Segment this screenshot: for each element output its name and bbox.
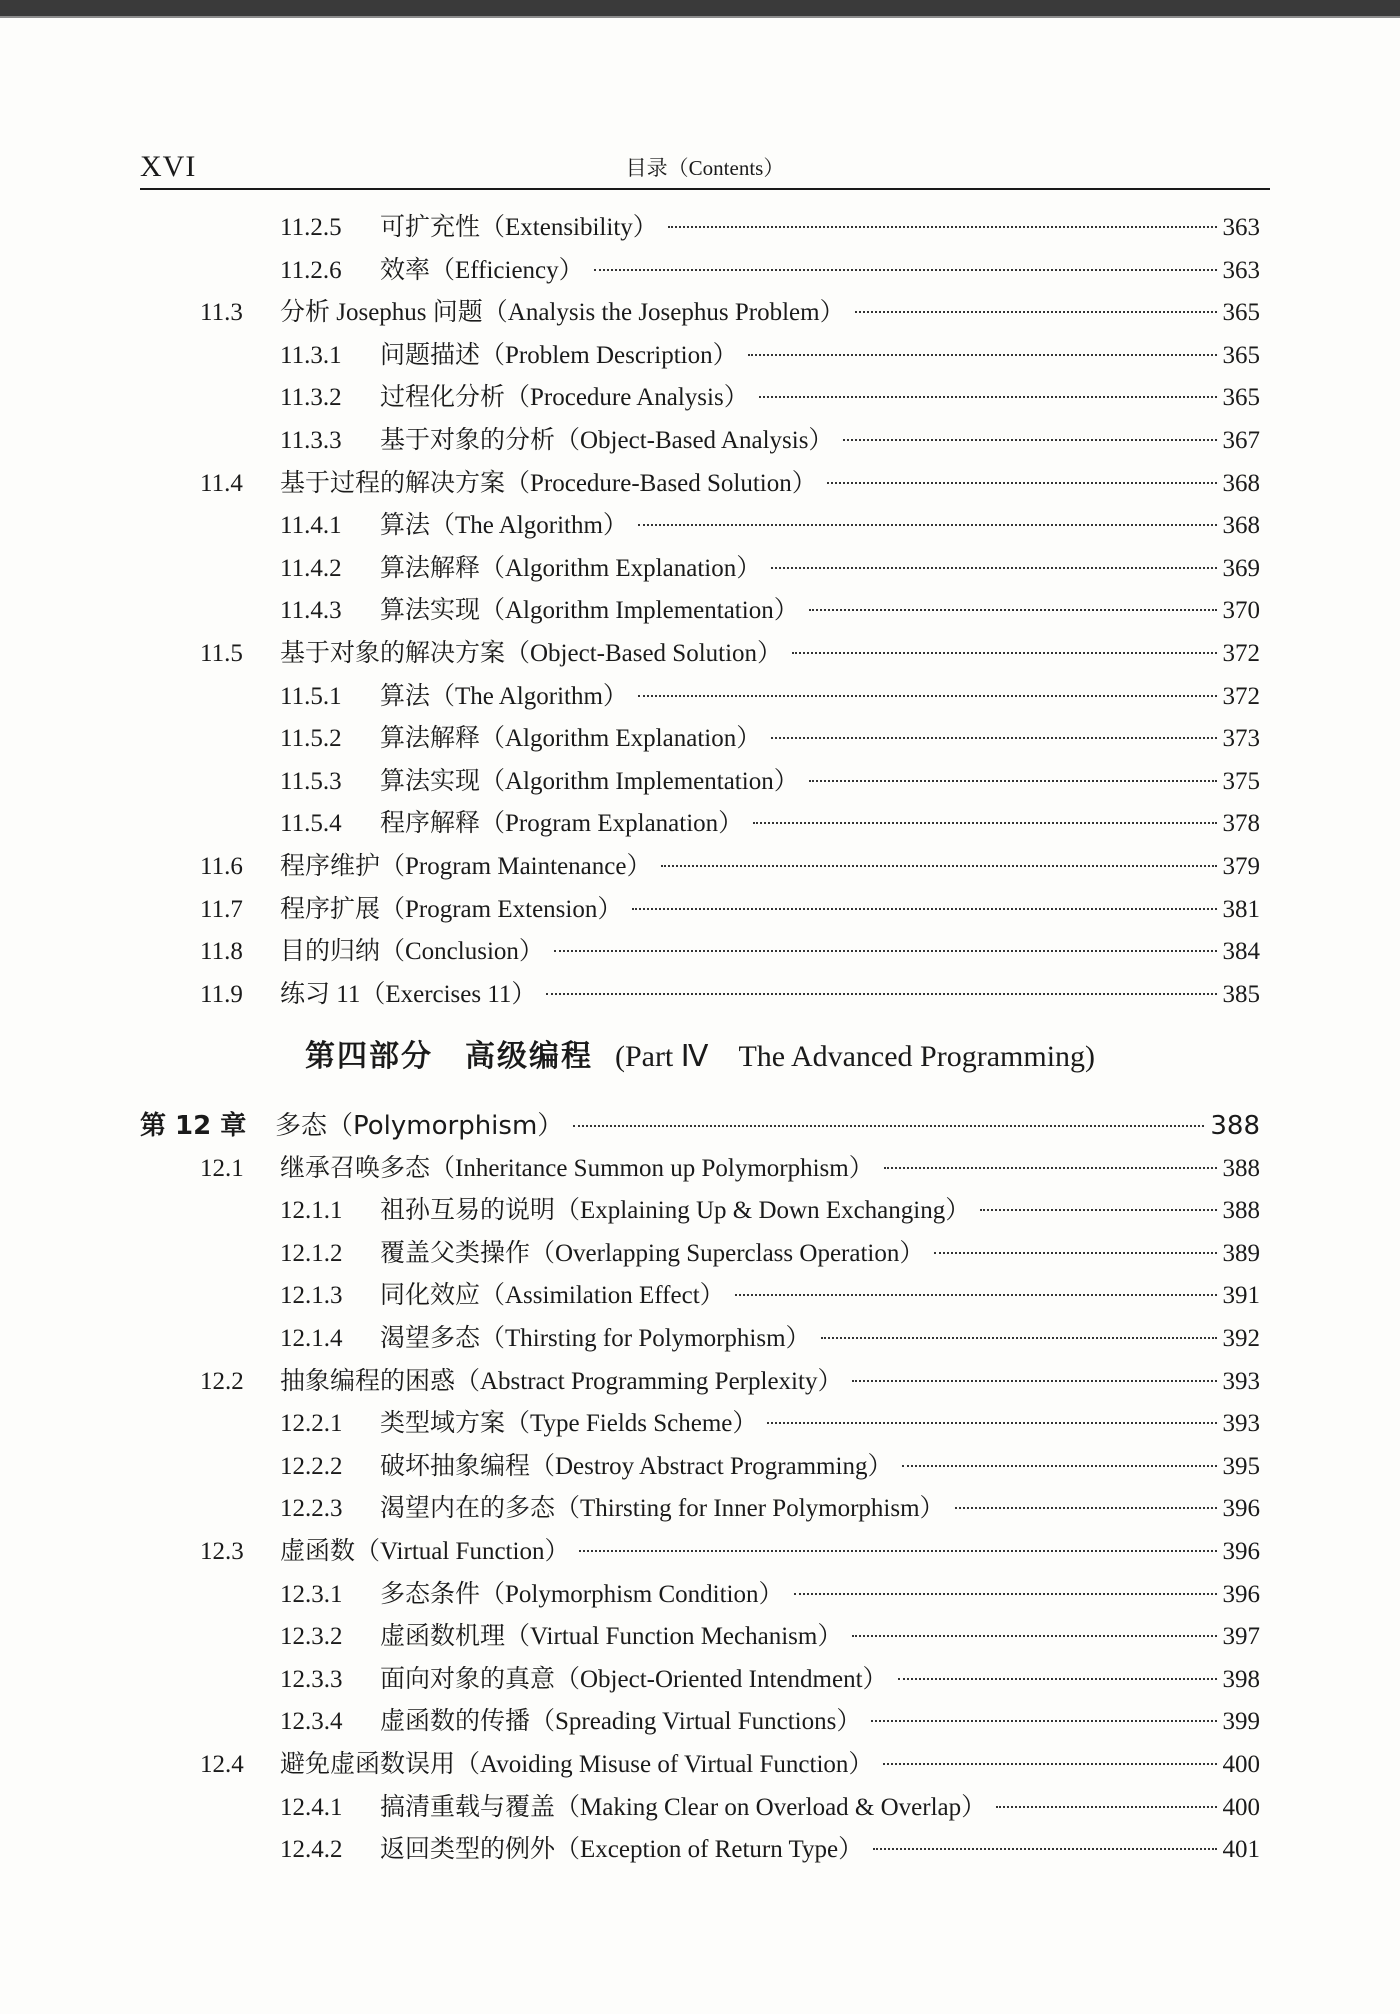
toc-entry-title: 分析 Josephus 问题（Analysis the Josephus Problem） xyxy=(280,299,845,327)
toc-entry-title: 虚函数机理（Virtual Function Mechanism） xyxy=(380,1623,843,1651)
toc-entry-title: 类型域方案（Type Fields Scheme） xyxy=(380,1410,758,1438)
toc-entry-page: 363 xyxy=(1222,256,1260,284)
dot-leader xyxy=(753,822,1216,824)
part-heading-chinese: 第四部分 高级编程 xyxy=(304,1040,593,1073)
toc-entry-title: 问题描述（Problem Description） xyxy=(380,341,738,369)
toc-entry xyxy=(0,1829,1400,1871)
toc-entry-page: 372 xyxy=(1222,682,1260,710)
toc-entry-title: 程序解释（Program Explanation） xyxy=(380,810,744,838)
toc-entry xyxy=(0,1403,1400,1445)
dot-leader xyxy=(632,908,1216,910)
dot-leader xyxy=(873,1848,1216,1850)
toc-entry-title: 算法（The Algorithm） xyxy=(380,512,628,540)
toc-entry-page: 388 xyxy=(1222,1197,1260,1225)
toc-entry-page: 369 xyxy=(1222,554,1260,582)
dot-leader xyxy=(554,950,1217,952)
dot-leader xyxy=(767,1422,1216,1424)
dot-leader xyxy=(759,396,1217,398)
header-rule xyxy=(140,188,1270,190)
dot-leader xyxy=(638,524,1217,526)
toc-entry-number: 12.3.4 xyxy=(280,1708,343,1736)
toc-entry-title: 虚函数（Virtual Function） xyxy=(280,1538,570,1565)
dot-leader xyxy=(980,1209,1216,1211)
toc-entry xyxy=(0,1275,1400,1317)
toc-entry-number: 11.7 xyxy=(200,895,243,923)
toc-entry-page: 373 xyxy=(1222,725,1260,753)
toc-entry-title: 效率（Efficiency） xyxy=(380,256,584,284)
dot-leader xyxy=(821,1337,1217,1339)
toc-entry-number: 11.4.2 xyxy=(280,554,342,582)
toc-entry-number: 12.1.1 xyxy=(280,1197,343,1225)
toc-entry-number: 12.2.3 xyxy=(280,1495,343,1523)
toc-entry-title: 程序维护（Program Maintenance） xyxy=(280,853,652,880)
dot-leader xyxy=(883,1763,1216,1765)
toc-entry-number: 12.3.1 xyxy=(280,1580,343,1608)
toc-entry-page: 384 xyxy=(1222,938,1260,966)
toc-entry-page: 400 xyxy=(1222,1751,1260,1778)
toc-entry-title: 渴望多态（Thirsting for Polymorphism） xyxy=(380,1325,811,1352)
dot-leader xyxy=(871,1720,1216,1722)
toc-entry-page: 365 xyxy=(1222,341,1260,369)
toc-entry-title: 算法解释（Algorithm Explanation） xyxy=(380,554,762,582)
toc-entry-title: 算法实现（Algorithm Implementation） xyxy=(380,767,799,795)
dot-leader xyxy=(661,865,1216,867)
toc-entry xyxy=(0,1148,1400,1190)
toc-entry xyxy=(0,633,1400,675)
toc-entry-number: 11.4.1 xyxy=(280,512,342,540)
toc-entry-number: 12.3.2 xyxy=(280,1623,343,1651)
dot-leader xyxy=(546,993,1216,995)
toc-entry-title: 多态条件（Polymorphism Condition） xyxy=(380,1580,784,1608)
toc-entry-number: 11.2.5 xyxy=(280,214,342,241)
dot-leader xyxy=(771,737,1216,739)
toc-entry xyxy=(0,931,1400,973)
toc-entry-title: 继承召唤多态（Inheritance Summon up Polymorphism） xyxy=(280,1154,874,1182)
toc-entry-number: 12.1.4 xyxy=(280,1325,343,1352)
toc-entry xyxy=(0,1318,1400,1360)
toc-entry xyxy=(0,420,1400,462)
toc-entry-title: 目的归纳（Conclusion） xyxy=(280,938,544,966)
toc-entry-title: 面向对象的真意（Object-Oriented Intendment） xyxy=(380,1665,888,1693)
toc-entry-page: 365 xyxy=(1222,384,1260,412)
dot-leader xyxy=(855,311,1217,313)
toc-entry xyxy=(0,1701,1400,1743)
toc-entry-page: 398 xyxy=(1222,1665,1260,1693)
dot-leader xyxy=(792,652,1216,654)
toc-entry-title: 多态（Polymorphism） xyxy=(275,1111,564,1141)
toc-entry xyxy=(0,548,1400,590)
toc-entry-number: 11.5.3 xyxy=(280,767,342,795)
toc-entry-title: 同化效应（Assimilation Effect） xyxy=(380,1282,725,1310)
toc-entry-page: 396 xyxy=(1222,1495,1260,1523)
toc-entry-title: 程序扩展（Program Extension） xyxy=(280,895,623,923)
dot-leader xyxy=(996,1806,1216,1808)
toc-entry-number: 12.3.3 xyxy=(280,1665,343,1693)
toc-entry-page: 400 xyxy=(1222,1793,1260,1821)
toc-entry-page: 391 xyxy=(1222,1282,1260,1310)
toc-entry-title: 算法解释（Algorithm Explanation） xyxy=(380,725,762,753)
toc-entry-page: 370 xyxy=(1222,597,1260,625)
toc-chapter xyxy=(0,1105,1400,1147)
toc-entry-number: 11.4 xyxy=(200,469,243,497)
toc-entry-number: 12.3 xyxy=(200,1538,244,1565)
toc-entry xyxy=(0,676,1400,718)
toc-entry-page: 385 xyxy=(1222,980,1260,1008)
toc-entry-number: 12.2 xyxy=(200,1367,244,1395)
toc-entry-page: 372 xyxy=(1222,640,1260,667)
dot-leader xyxy=(852,1635,1216,1637)
toc-entry xyxy=(0,1233,1400,1275)
toc-entry-page: 399 xyxy=(1222,1708,1260,1736)
toc-entry xyxy=(0,1446,1400,1488)
toc-entry-page: 392 xyxy=(1222,1325,1260,1352)
toc-entry xyxy=(0,1531,1400,1573)
toc-entry-title: 虚函数的传播（Spreading Virtual Functions） xyxy=(380,1708,862,1736)
dot-leader xyxy=(827,482,1217,484)
dot-leader xyxy=(843,439,1216,441)
scan-edge xyxy=(0,0,1400,16)
toc-entry-page: 379 xyxy=(1222,853,1260,880)
dot-leader xyxy=(668,226,1217,228)
toc-entry-page: 368 xyxy=(1222,512,1260,540)
toc-entry-title: 基于过程的解决方案（Procedure-Based Solution） xyxy=(280,469,817,497)
toc-entry-title: 过程化分析（Procedure Analysis） xyxy=(380,384,749,412)
toc-entry-page: 396 xyxy=(1222,1580,1260,1608)
dot-leader xyxy=(934,1252,1216,1254)
dot-leader xyxy=(898,1678,1217,1680)
toc-entry-number: 12.1.3 xyxy=(280,1282,343,1310)
toc-entry xyxy=(0,250,1400,292)
toc-entry-page: 378 xyxy=(1222,810,1260,838)
toc-entry-title: 搞清重载与覆盖（Making Clear on Overload & Overlap） xyxy=(380,1793,987,1821)
toc-entry-title: 可扩充性（Extensibility） xyxy=(380,214,658,241)
toc-entry-number: 11.5.2 xyxy=(280,725,342,753)
toc-entry xyxy=(0,292,1400,334)
toc-entry-title: 避免虚函数误用（Avoiding Misuse of Virtual Function） xyxy=(280,1751,874,1778)
toc-entry-number: 12.4 xyxy=(200,1751,244,1778)
toc-entry-number: 11.5.1 xyxy=(280,682,342,710)
toc-entry xyxy=(0,846,1400,888)
toc-entry-page: 381 xyxy=(1222,895,1260,923)
toc-entry xyxy=(0,1190,1400,1232)
toc-entry xyxy=(0,889,1400,931)
toc-entry-number: 第 12 章 xyxy=(140,1111,247,1141)
toc-entry-page: 365 xyxy=(1222,299,1260,327)
toc-entry-number: 11.9 xyxy=(200,980,243,1008)
toc-entry xyxy=(0,974,1400,1016)
part-heading-english: (Part Ⅳ The Advanced Programming) xyxy=(614,1040,1096,1073)
toc-entry xyxy=(0,1574,1400,1616)
dot-leader xyxy=(735,1294,1217,1296)
toc-entry-number: 11.5.4 xyxy=(280,810,342,838)
toc-entry-page: 363 xyxy=(1222,214,1260,241)
toc-entry xyxy=(0,463,1400,505)
toc-entry-page: 397 xyxy=(1222,1623,1260,1651)
toc-entry-number: 12.1 xyxy=(200,1154,244,1182)
toc-entry-page: 395 xyxy=(1222,1452,1260,1480)
toc-entry-number: 12.4.1 xyxy=(280,1793,343,1821)
toc-entry-number: 11.3 xyxy=(200,299,243,327)
toc-entry-page: 375 xyxy=(1222,767,1260,795)
toc-entry xyxy=(0,1616,1400,1658)
toc-entry-number: 12.1.2 xyxy=(280,1239,343,1267)
toc-entry-title: 覆盖父类操作（Overlapping Superclass Operation） xyxy=(380,1239,925,1267)
dot-leader xyxy=(573,1125,1204,1127)
toc-entry xyxy=(0,590,1400,632)
toc-entry xyxy=(0,207,1400,249)
toc-entry xyxy=(0,377,1400,419)
dot-leader xyxy=(594,269,1217,271)
toc-entry-number: 11.5 xyxy=(200,640,243,667)
dot-leader xyxy=(748,354,1217,356)
toc-entry-number: 11.3.2 xyxy=(280,384,342,412)
toc-entry-number: 11.8 xyxy=(200,938,243,966)
toc-entry-title: 渴望内在的多态（Thirsting for Inner Polymorphism） xyxy=(380,1495,945,1523)
toc-entry xyxy=(0,718,1400,760)
page-number: XVI xyxy=(140,150,197,183)
toc-entry xyxy=(0,335,1400,377)
dot-leader xyxy=(638,695,1217,697)
toc-entry-number: 11.4.3 xyxy=(280,597,342,625)
dot-leader xyxy=(579,1550,1216,1552)
dot-leader xyxy=(955,1507,1217,1509)
toc-entry-page: 389 xyxy=(1222,1239,1260,1267)
toc-entry-title: 基于对象的解决方案（Object-Based Solution） xyxy=(280,640,783,667)
dot-leader xyxy=(852,1380,1216,1382)
toc-entry xyxy=(0,1361,1400,1403)
dot-leader xyxy=(771,567,1216,569)
toc-entry xyxy=(0,505,1400,547)
toc-entry xyxy=(0,1744,1400,1786)
toc-entry-title: 祖孙互易的说明（Explaining Up & Down Exchanging） xyxy=(380,1197,971,1225)
dot-leader xyxy=(884,1167,1217,1169)
toc-entry-page: 396 xyxy=(1222,1538,1260,1565)
dot-leader xyxy=(794,1593,1217,1595)
toc-entry xyxy=(0,803,1400,845)
toc-entry-title: 破坏抽象编程（Destroy Abstract Programming） xyxy=(380,1452,893,1480)
toc-entry-page: 367 xyxy=(1222,427,1260,454)
toc-entry-page: 368 xyxy=(1222,469,1260,497)
toc-entry xyxy=(0,1787,1400,1829)
toc-entry xyxy=(0,1488,1400,1530)
toc-entry-page: 388 xyxy=(1210,1111,1260,1141)
running-title: 目录（Contents） xyxy=(625,156,785,180)
toc-entry-page: 393 xyxy=(1222,1367,1260,1395)
toc-entry-title: 基于对象的分析（Object-Based Analysis） xyxy=(380,427,834,454)
toc-entry-title: 返回类型的例外（Exception of Return Type） xyxy=(380,1836,864,1864)
toc-entry-number: 12.2.1 xyxy=(280,1410,343,1438)
toc-entry-title: 练习 11（Exercises 11） xyxy=(280,980,537,1008)
toc-entry-number: 12.2.2 xyxy=(280,1452,343,1480)
dot-leader xyxy=(809,609,1217,611)
toc-entry-page: 393 xyxy=(1222,1410,1260,1438)
toc-entry-page: 388 xyxy=(1222,1154,1260,1182)
toc-entry-number: 11.3.3 xyxy=(280,427,342,454)
toc-entry-title: 抽象编程的困惑（Abstract Programming Perplexity） xyxy=(280,1367,843,1395)
toc-entry-page: 401 xyxy=(1222,1836,1260,1864)
dot-leader xyxy=(809,780,1217,782)
toc-entry-number: 11.3.1 xyxy=(280,341,342,369)
toc-entry-title: 算法（The Algorithm） xyxy=(380,682,628,710)
toc-entry-title: 算法实现（Algorithm Implementation） xyxy=(380,597,799,625)
toc-entry xyxy=(0,761,1400,803)
dot-leader xyxy=(902,1465,1216,1467)
toc-entry xyxy=(0,1659,1400,1701)
toc-entry-number: 11.6 xyxy=(200,853,243,880)
page-header xyxy=(140,150,1270,190)
toc-entry-number: 11.2.6 xyxy=(280,256,342,284)
part-heading xyxy=(0,1032,1400,1082)
scan-edge-line xyxy=(0,16,1400,18)
toc-entry-number: 12.4.2 xyxy=(280,1836,343,1864)
